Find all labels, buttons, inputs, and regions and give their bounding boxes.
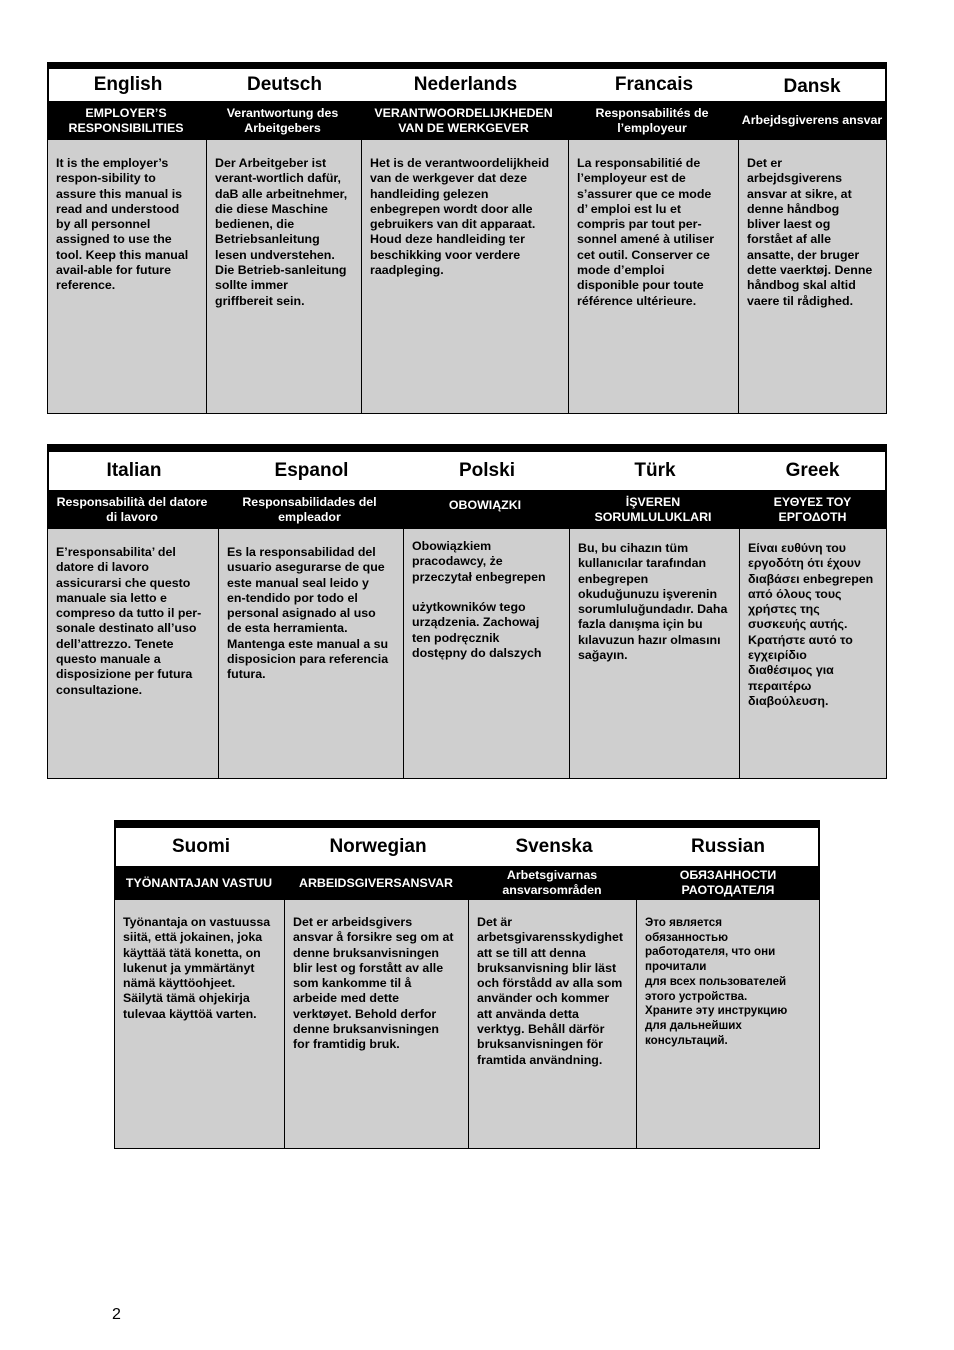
section-heading: VERANTWOORDELIJKHEDEN VAN DE WERKGEVER [374, 105, 553, 135]
language-label: Deutsch [247, 74, 322, 95]
language-label: Francais [614, 74, 694, 95]
section-heading: OBOWIĄZKI [448, 498, 522, 512]
language-label: Polski [459, 460, 515, 481]
section-heading: ОБЯЗАННОСТИ РАОТОДАТЕЛЯ [679, 868, 777, 897]
responsibility-table-3 [114, 820, 820, 1149]
responsibility-text: Det er arbeidsgivers ansvar å forsikre seg om at denne bruksanvisningen blir lest og forstått av alle som kankomme til å arbeide med dette verktøyet. Behold derfor denne bruksanvisningen for framtidig bruk. [285, 900, 469, 1148]
text-row [47, 140, 887, 414]
language-label: Italian [106, 460, 162, 481]
responsibility-table-1 [47, 62, 887, 414]
language-label: Russian [691, 836, 765, 857]
language-label: Dansk [783, 76, 841, 97]
section-heading: Arbetsgivarnas ansvarsområden [502, 868, 602, 897]
language-label: Svenska [515, 836, 593, 857]
responsibility-text: E’responsabilita’ del datore di lavoro assicurarsi che questo manuale sia letto e compreso da tutto il per- sonale destinato all’uso dell’attrezzo. Tenete questo manuale a disposizione per futura consultazione. [48, 529, 219, 778]
section-heading: Responsabilités de l’employeur [595, 105, 709, 135]
table-top-rule [47, 62, 887, 69]
language-row [47, 69, 887, 101]
section-heading: ΕΥΘΥΕΣ ΤΟΥ ΕΡΓΟΔΟΤΗ [773, 494, 852, 524]
heading-row [47, 101, 887, 140]
responsibility-text: Työnantaja on vastuussa siitä, että jokainen, joka käyttää tätä konetta, on lukenut ja ymmärtänyt nämä käyttöohjeet. Säilytä tämä ohjekirja tulevaa käyttöä varten. [115, 900, 285, 1148]
text-row [114, 900, 820, 1149]
responsibility-text: Это является обязанностью работодателя, что они прочитали для всех пользователей этого устройства. Храните эту инструкцию для дальнейших консультаций. [645, 916, 788, 1047]
section-heading: Responsabilidades del empleador [242, 494, 377, 524]
page-number: 2 [112, 1306, 121, 1323]
responsibility-text: It is the employer’s respon-sibility to assure this manual is read and understood by all personnel assigned to use the tool. Keep this manual avail-able for future reference. [48, 140, 207, 413]
heading-row [114, 866, 820, 900]
heading-row [47, 490, 887, 529]
language-label: Greek [785, 460, 840, 481]
responsibility-text: Het is de verantwoordelijkheid van de werkgever dat deze handleiding gelezen enbegrepen wordt door alle gebruikers van dit apparaat. Houd deze handleiding ter beschikking voor verdere raadpleging. [362, 140, 569, 413]
responsibility-text: Det är arbetsgivarensskydighet att se till att denna bruksanvisning blir läst och förstådd av alla som använder och kommer att använda detta verktyg. Behåll därför bruksanvisningen för framtida användning. [469, 900, 637, 1148]
language-label: Norwegian [329, 836, 427, 857]
section-heading: ARBEIDSGIVERSANSVAR [299, 875, 453, 890]
responsibility-table-2 [47, 444, 887, 779]
text-row [47, 529, 887, 779]
responsibility-text: Είναι ευθύνη του εργοδότη ότι έχουν διαβάσει enbegrepen από όλους τους χρήστες της συσκευής αυτής. Κρατήστε αυτό το εγχειρίδιο διαθέσιμος για περαιτέρω διαβούλευση. [748, 541, 874, 708]
language-label: English [93, 74, 163, 95]
section-heading: Verantwortung des Arbeitgebers [226, 105, 339, 135]
section-heading: İŞVEREN SORUMLULUKLARI [594, 494, 712, 524]
language-label: Türk [634, 460, 676, 481]
language-row [47, 452, 887, 490]
section-heading: TYÖNANTAJAN VASTUU [125, 875, 273, 890]
section-heading: Responsabilità del datore di lavoro [56, 494, 208, 524]
responsibility-text: Obowiązkiem pracodawcy, że przeczytał enbegrepen użytkowników tego urządzenia. Zachowaj ten podręcznik dostępny do dalszych [404, 529, 570, 778]
language-row [114, 828, 820, 866]
responsibility-text: Bu, bu cihazın tüm kullanıcılar tarafından enbegrepen okuduğunuzu işverenin sorumluluğundadır. Daha fazla danışma için bu kılavuzun hazır olmasını sağayın. [570, 529, 740, 778]
language-label: Nederlands [413, 74, 518, 95]
responsibility-text: Der Arbeitgeber ist verant-wortlich dafür, daB alle arbeitnehmer, die diese Maschine bedienen, die Betriebsanleitung lesen undverstehen. Die Betrieb-sanleitung sollte immer griffbereit sein. [207, 140, 362, 413]
responsibility-text: Det er arbejdsgiverens ansvar at sikre, at denne håndbog bliver laest og forstået af alle ansatte, der bruger dette vaerktøj. Denne håndbog skal altid vaere til rådighed. [747, 156, 873, 308]
section-heading: Arbejdsgiverens ansvar [741, 113, 883, 127]
responsibility-text: Es la responsabilidad del usuario asegurarse de que este manual seal leido y en-tendido por todo el personal asignado al uso de esta herramienta. Mantenga este manual a su disposicion para referencia futura. [219, 529, 404, 778]
table-top-rule [47, 444, 887, 452]
table-top-rule [114, 820, 820, 828]
language-label: Suomi [171, 836, 231, 857]
responsibility-text: La responsabilitié de l’employeur est de s’assurer que ce mode d’ emploi est lu et compris par tout per- sonnel amené à utiliser cet outil. Conserver ce mode d’emploi disponible pour toute référence ultérieure. [569, 140, 739, 413]
section-heading: EMPLOYER’S RESPONSIBILITIES [68, 105, 184, 135]
language-label: Espanol [274, 460, 349, 481]
